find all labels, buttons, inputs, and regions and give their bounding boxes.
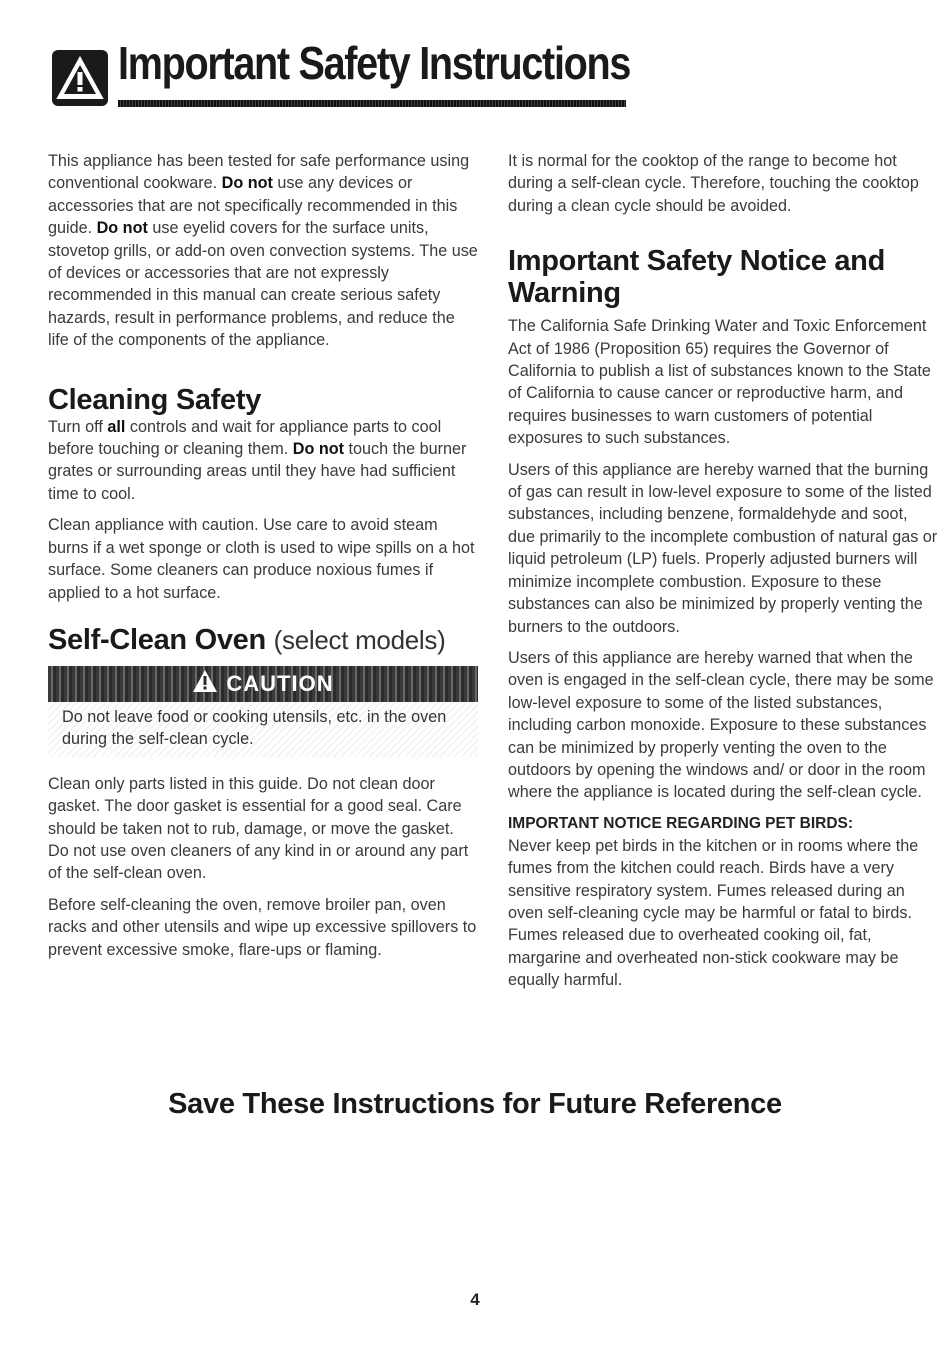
cleaning-paragraph-2: Clean appliance with caution. Use care to avoid steam burns if a wet sponge or cloth is used to wipe spills on a hot surface. Some cleaners can produce noxious fumes if applied to a hot surface. (48, 516, 475, 602)
caution-triangle-icon (192, 669, 218, 698)
footer-title: Save These Instructions for Future Reference (168, 1088, 782, 1120)
page-header (52, 37, 631, 110)
safety-notice-heading: Important Safety Notice and Warning (508, 245, 886, 310)
caution-box (48, 666, 478, 757)
warning-triangle-icon (52, 50, 108, 106)
self-clean-paragraph-1: Clean only parts listed in this guide. Do not clean door gasket. The door gasket is essential for a good seal. Care should be taken not to rub, damage, or move the gasket. Do not use oven cleaners of any kind in or around any part of the self-clean oven. (48, 774, 469, 883)
cooktop-paragraph: It is normal for the cooktop of the range to become hot during a self-clean cycle. Therefore, touching the cooktop during a clean cycle should be avoided. (508, 152, 919, 215)
intro-paragraph: This appliance has been tested for safe performance using conventional cookware. Do not use any devices or accessories that are not specifically recommended in this guide. Do not use eyelid covers for the surface units, stovetop grills, or add-on oven convection systems. The use of devices or accessories that are not expressly recommended in this manual can create serious safety hazards, result in performance problems, and reduce the life of the components of the appliance. (48, 152, 478, 350)
cleaning-paragraph-1: Turn off all controls and wait for appliance parts to cool before touching or cleaning them. Do not touch the burner grates or surrounding areas until they have had sufficient time to cool. (48, 417, 467, 503)
self-clean-paragraph-2: Before self-cleaning the oven, remove broiler pan, oven racks and other utensils and wipe up excessive spillovers to prevent excessive smoke, flare-ups or flaming. (48, 895, 477, 959)
cleaning-safety-heading: Cleaning Safety (48, 383, 262, 416)
gas-exposure-paragraph: Users of this appliance are hereby warned that the burning of gas can result in low-level exposure to some of the listed substances, including benzene, formaldehyde and soot, due primarily to the incomplete combustion of natural gas or liquid petroleum (LP) fuels. Properly adjusted burners will minimize incomplete combustion. Exposure to these substances can also be minimized by properly venting the burners to the outdoors. (508, 460, 938, 636)
pet-birds-heading: IMPORTANT NOTICE REGARDING PET BIRDS: (508, 814, 854, 832)
prop65-paragraph: The California Safe Drinking Water and Toxic Enforcement Act of 1986 (Proposition 65) requires the Governor of California to publish a list of substances known to the State of California to cause cancer or reproductive harm, and requires businesses to warn customers of potential exposures to such substances. (508, 317, 931, 448)
caution-message (48, 702, 478, 757)
page-number: 4 (470, 1290, 480, 1309)
right-column (508, 150, 938, 1001)
caution-label: CAUTION (226, 670, 334, 696)
oven-exposure-paragraph: Users of this appliance are hereby warned that when the oven is engaged in the self-clean cycle, there may be some low-level exposure to some of the listed substances, including carbon monoxide. Exposure to these substances can be minimized by properly venting the oven to the outdoors by opening the windows and/ or door in the room where the appliance is located during the self-clean cycle. (508, 648, 934, 802)
caution-text: Do not leave food or cooking utensils, etc. in the oven during the self-clean cycle. (62, 707, 447, 749)
left-column (48, 150, 478, 970)
title-underline (118, 100, 626, 107)
caution-banner (48, 666, 478, 702)
pet-birds-paragraph: Never keep pet birds in the kitchen or in rooms where the fumes from the kitchen could reach. Birds have a very sensitive respiratory system. Fumes released during an oven self-cleaning cycle may be harmful or fatal to birds. Fumes released due to overheated cooking oil, fat, margarine and overheated non-stick cookware may be equally harmful. (508, 836, 919, 990)
self-clean-heading-sub: (select models) (273, 624, 446, 655)
self-clean-heading (48, 624, 478, 656)
self-clean-heading-main: Self-Clean Oven (48, 623, 266, 656)
page-title: Important Safety Instructions (118, 37, 631, 89)
